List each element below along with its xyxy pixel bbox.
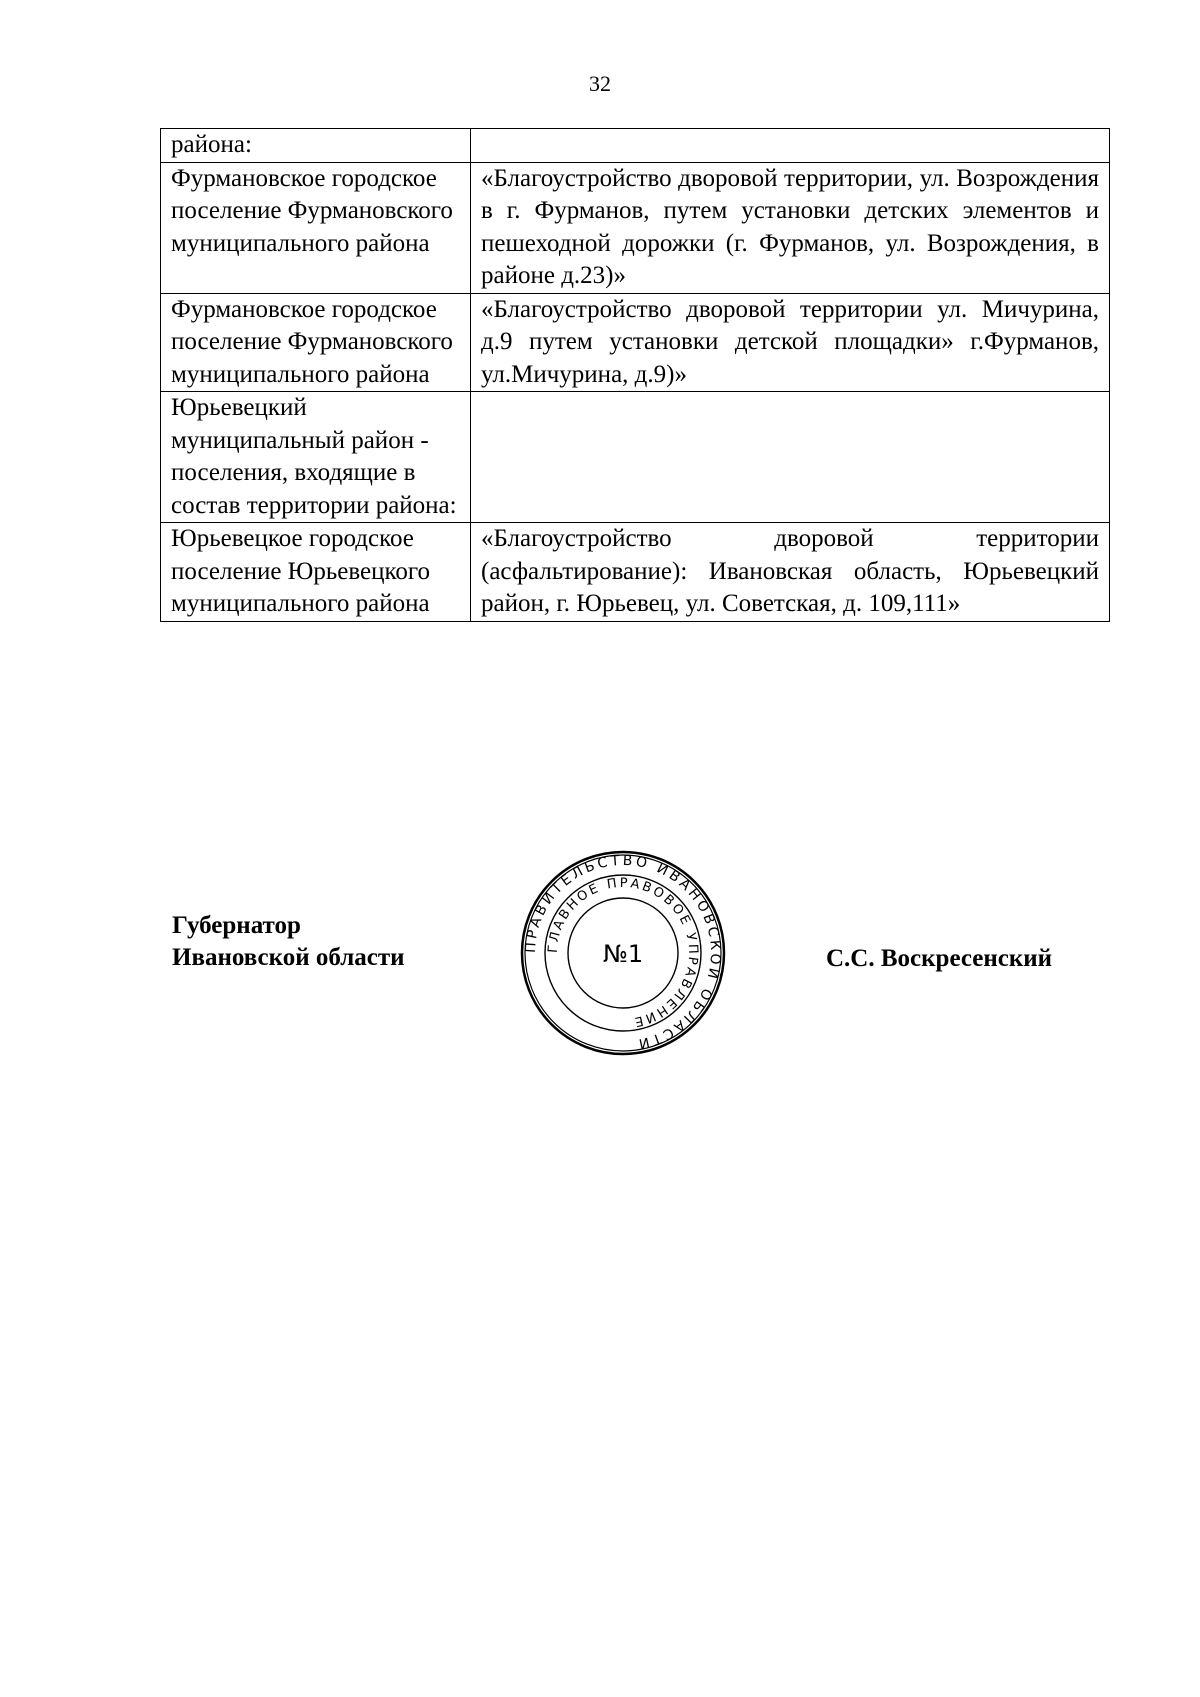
table-row [161,523,1110,622]
table-row [161,392,1110,523]
object-cell: «Благоустройство дворовой территории, ул. Возрождения в г. Фурманов, путем установки детских элементов и пешеходной дорожки (г. Фурманов, ул. Возрождения, в районе д.23)» [471,162,1110,293]
stamp-seal-icon [518,848,728,1058]
object-cell: «Благоустройство дворовой территории (асфальтирование): Ивановская область, Юрьевецкий район, г. Юрьевец, ул. Советская, д. 109,111» [471,523,1110,622]
official-stamp [518,848,728,1058]
municipality-cell: Юрьевецкий муниципальный район - поселения, входящие в состав территории района: [161,392,471,523]
municipality-cell: Фурмановское городское поселение Фурмановского муниципального района [161,162,471,293]
municipality-cell: Юрьевецкое городское поселение Юрьевецкого муниципального района [161,523,471,622]
object-cell: «Благоустройство дворовой территории ул. Мичурина, д.9 путем установки детской площадки» г.Фурманов, ул.Мичурина, д.9)» [471,293,1110,392]
stamp-center-text: №1 [602,940,644,968]
position-line-1: Губернатор [172,912,301,939]
table-row [161,162,1110,293]
position-line-2: Ивановской области [172,944,405,971]
stamp-inner-text: ГЛАВНОЕ ПРАВОВОЕ УПРАВЛЕНИЕ [545,875,701,1030]
signatory-name: С.С. Воскресенский [826,945,1053,972]
page-number: 32 [589,71,611,96]
object-cell [471,392,1110,523]
municipality-cell: района: [161,129,471,163]
table-row [161,293,1110,392]
object-cell [471,129,1110,163]
signatory-position [172,910,405,974]
table-row [161,129,1110,163]
stamp-outer-text: ПРАВИТЕЛЬСТВО ИВАНОВСКОЙ ОБЛАСТИ [522,852,724,1053]
municipality-cell: Фурмановское городское поселение Фурмановского муниципального района [161,293,471,392]
objects-table [160,128,1110,622]
